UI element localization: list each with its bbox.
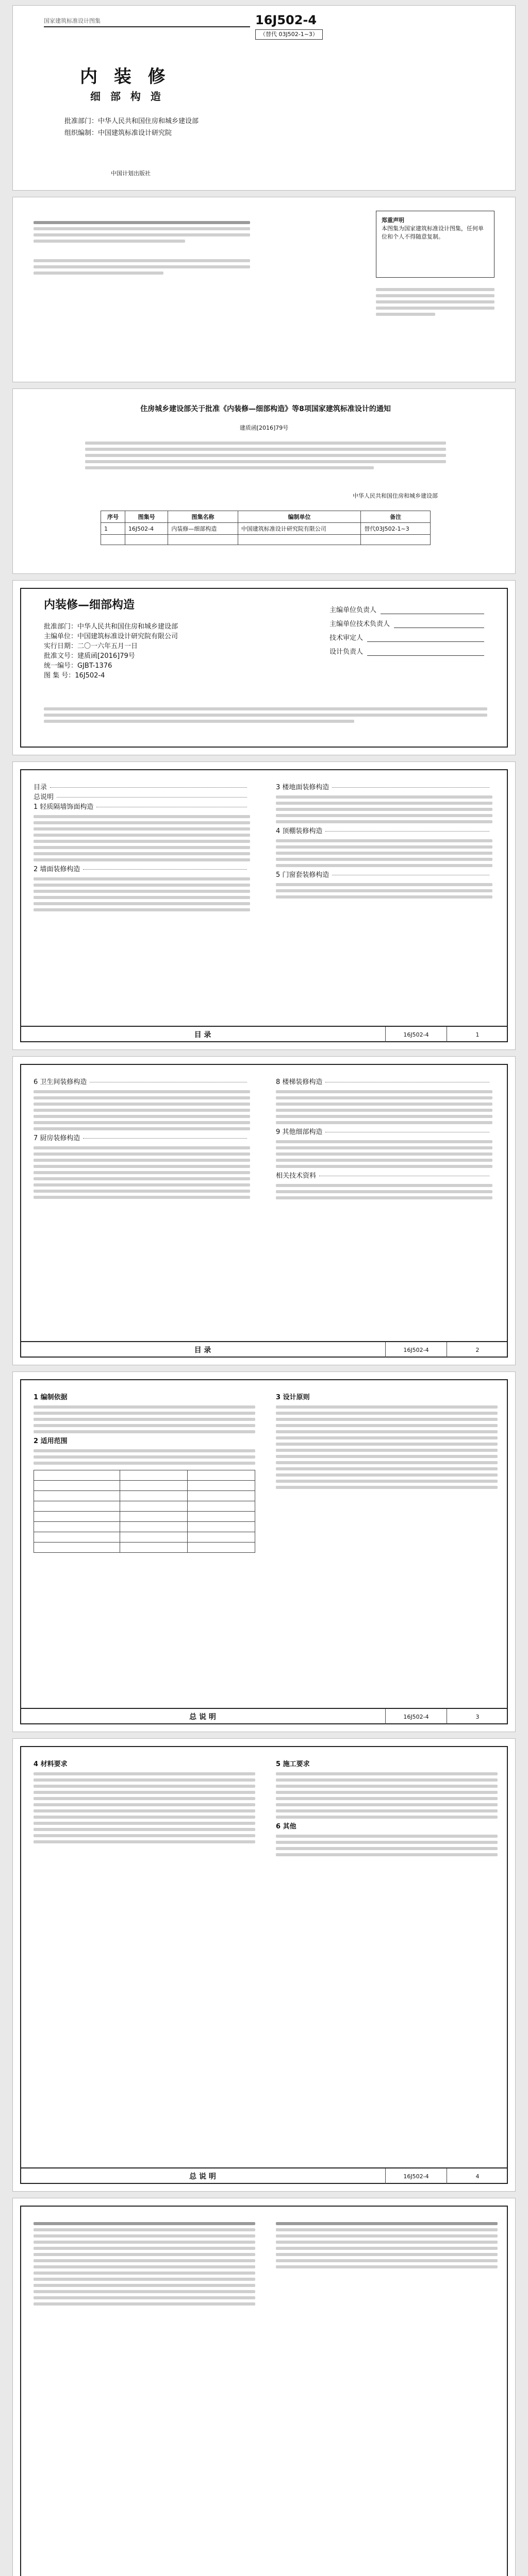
signature-label: 主编单位负责人 bbox=[329, 606, 377, 614]
notice-issuer: 中华人民共和国住房和城乡建设部 bbox=[353, 493, 438, 499]
contents-list-left bbox=[34, 783, 250, 914]
title-block: 目 录 16J502-4 2 bbox=[20, 1341, 508, 1358]
signature-line bbox=[394, 620, 484, 628]
contents-item[interactable]: 相关技术资料 bbox=[276, 1171, 492, 1181]
section-heading: 4 材料要求 bbox=[34, 1760, 68, 1768]
contents-list-right bbox=[276, 783, 492, 902]
block-drawing-no: 16J502-4 bbox=[386, 1342, 447, 1358]
block-drawing-no: 16J502-4 bbox=[386, 2168, 447, 2184]
contents-item[interactable]: 2 墙面装修构造 bbox=[34, 865, 250, 874]
notice-box-text: 本图集为国家建筑标准设计图集，任何单位和个人不得随意复制。 bbox=[382, 225, 484, 240]
cover-page bbox=[12, 5, 516, 191]
publisher: 中国计划出版社 bbox=[111, 170, 151, 177]
notice-doc-no: 建质函[2016]79号 bbox=[239, 425, 289, 431]
compiled-by: 组织编制：中国建筑标准设计研究院 bbox=[64, 129, 172, 137]
section-heading: 5 施工要求 bbox=[276, 1760, 310, 1768]
signature-label: 设计负责人 bbox=[329, 648, 364, 656]
contents-item[interactable]: 总说明 bbox=[34, 792, 250, 802]
general-notes-page-2 bbox=[12, 1738, 516, 2192]
contents-item[interactable]: 目录 bbox=[34, 783, 250, 792]
contents-item[interactable]: 1 轻质隔墙饰面构造 bbox=[34, 802, 250, 812]
notice-box-title: 郑重声明 bbox=[382, 217, 404, 224]
contents-item[interactable]: 5 门窗套装修构造 bbox=[276, 870, 492, 880]
section-heading: 6 其他 bbox=[276, 1823, 296, 1831]
title-block: 总 说 明 16J502-4 3 bbox=[20, 1708, 508, 1724]
general-notes-page-1 bbox=[12, 1371, 516, 1732]
contents-item[interactable]: 3 楼地面装修构造 bbox=[276, 783, 492, 792]
intro-title: 内装修—细部构造 bbox=[44, 599, 135, 612]
table-row: 1 16J502-4 内装修—细部构造 中国建筑标准设计研究院有限公司 替代03J502-1~3 bbox=[101, 523, 431, 535]
block-title: 目 录 bbox=[20, 1027, 386, 1042]
intro-page bbox=[12, 580, 516, 755]
contents-item[interactable]: 4 顶棚装修构造 bbox=[276, 826, 492, 836]
signature-label: 技术审定人 bbox=[329, 634, 364, 642]
contents-item[interactable]: 9 其他细部构造 bbox=[276, 1127, 492, 1137]
copyright-page bbox=[12, 197, 516, 382]
contents-page-1 bbox=[12, 761, 516, 1050]
block-title: 总 说 明 bbox=[20, 2168, 386, 2184]
cover-rule bbox=[44, 26, 250, 27]
replaces-badge: （替代 03J502-1~3） bbox=[255, 29, 323, 40]
contents-item[interactable]: 8 楼梯装修构造 bbox=[276, 1077, 492, 1087]
intro-info-line: 批准文号：建质函[2016]79号 bbox=[44, 652, 135, 660]
contents-list-left bbox=[34, 1077, 250, 1202]
block-title: 总 说 明 bbox=[20, 1709, 386, 1724]
title-block: 总 说 明 16J502-4 4 bbox=[20, 2167, 508, 2184]
section-heading: 3 设计原则 bbox=[276, 1394, 310, 1401]
contents-item[interactable]: 6 卫生间装修构造 bbox=[34, 1077, 250, 1087]
title-block: 目 录 16J502-4 1 bbox=[20, 1026, 508, 1042]
table-header: 备注 bbox=[361, 511, 431, 523]
table-header: 序号 bbox=[101, 511, 125, 523]
table-row bbox=[101, 535, 431, 545]
table-header: 图集号 bbox=[125, 511, 168, 523]
block-title: 目 录 bbox=[20, 1342, 386, 1358]
signature-line bbox=[367, 648, 484, 656]
intro-info-line: 批准部门：中华人民共和国住房和城乡建设部 bbox=[44, 623, 178, 631]
intro-info-line: 图 集 号：16J502-4 bbox=[44, 672, 105, 680]
table-header: 图集名称 bbox=[168, 511, 238, 523]
contents-list-right bbox=[276, 1077, 492, 1202]
table-header: 编制单位 bbox=[238, 511, 361, 523]
atlas-code: 16J502-4 bbox=[255, 13, 317, 27]
section-heading: 1 编制依据 bbox=[34, 1394, 68, 1401]
contents-page-2 bbox=[12, 1056, 516, 1365]
cover-subtitle: 细 部 构 造 bbox=[90, 90, 164, 103]
series-label: 国家建筑标准设计图集 bbox=[44, 18, 101, 24]
cover-title: 内 装 修 bbox=[80, 66, 171, 87]
signature-line bbox=[367, 634, 484, 642]
contents-item[interactable]: 7 厨房装修构造 bbox=[34, 1133, 250, 1143]
section-heading: 2 适用范围 bbox=[34, 1437, 68, 1445]
block-drawing-no: 16J502-4 bbox=[386, 1709, 447, 1724]
notice-title: 住房城乡建设部关于批准《内装修—细部构造》等8项国家建筑标准设计的通知 bbox=[140, 405, 391, 413]
notice-page bbox=[12, 388, 516, 574]
block-drawing-no: 16J502-4 bbox=[386, 1027, 447, 1042]
notes-table bbox=[34, 1470, 255, 1553]
approved-by: 批准部门：中华人民共和国住房和城乡建设部 bbox=[64, 117, 199, 125]
notice-table bbox=[101, 511, 431, 545]
intro-info-line: 实行日期：二〇一六年五月一日 bbox=[44, 642, 138, 650]
intro-info-line: 主编单位：中国建筑标准设计研究院有限公司 bbox=[44, 633, 178, 640]
partition-page-1 bbox=[12, 2198, 516, 2576]
signature-label: 主编单位技术负责人 bbox=[329, 620, 390, 628]
notice-box bbox=[376, 211, 494, 278]
intro-info-line: 统一编号：GJBT-1376 bbox=[44, 662, 112, 670]
signature-line bbox=[381, 606, 484, 614]
